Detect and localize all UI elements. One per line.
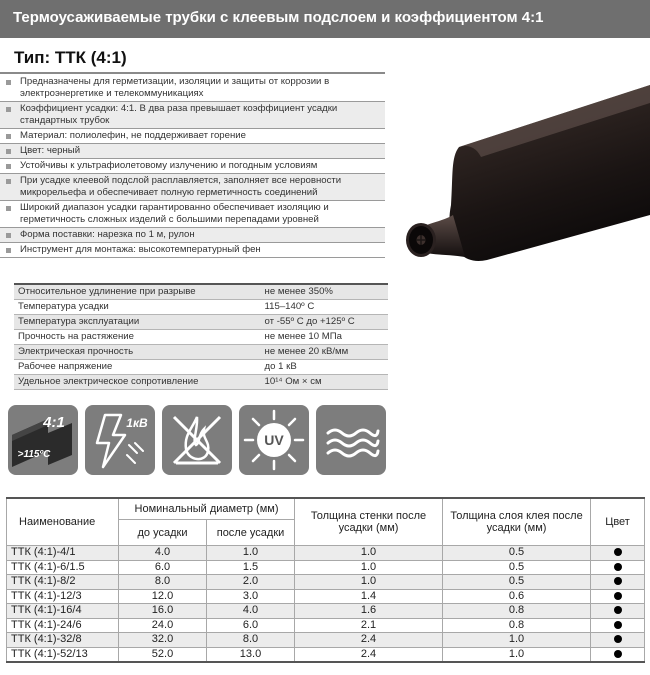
cell-name: ТТК (4:1)-12/3 — [7, 589, 119, 604]
color-dot-icon — [614, 592, 622, 600]
feature-item: Предназначены для герметизации, изоляции и защиты от коррозии в электроэнергетике и телекоммуникациях — [0, 75, 385, 102]
spec-row — [14, 330, 388, 345]
spec-row — [14, 300, 388, 315]
feature-item: Широкий диапазон усадки гарантированно обеспечивает изоляцию и герметичность сложных изделий с большими перепадами уровней — [0, 201, 385, 228]
cell-glue: 0.8 — [443, 618, 591, 633]
spec-label: Прочность на растяжение — [14, 330, 257, 345]
spec-label: Электрическая прочность — [14, 345, 257, 360]
table-row — [7, 604, 645, 619]
spec-value: от -55º С до +125º С — [257, 315, 388, 330]
table-row — [7, 546, 645, 561]
cell-after: 6.0 — [207, 618, 295, 633]
cell-after: 1.0 — [207, 546, 295, 561]
spec-value: до 1 кВ — [257, 360, 388, 375]
cell-color — [591, 560, 645, 575]
water-resistant-icon — [316, 405, 386, 475]
bullet-icon — [6, 179, 11, 184]
color-dot-icon — [614, 548, 622, 556]
cell-name: ТТК (4:1)-24/6 — [7, 618, 119, 633]
color-dot-icon — [614, 577, 622, 585]
feature-item: Материал: полиолефин, не поддерживает горение — [0, 129, 385, 144]
page-title: Термоусаживаемые трубки с клеевым подслоем и коэффициентом 4:1 — [13, 9, 544, 26]
spec-row — [14, 360, 388, 375]
cell-wall: 1.0 — [295, 575, 443, 590]
cell-after: 8.0 — [207, 633, 295, 648]
voltage-icon — [85, 405, 155, 475]
spec-row — [14, 345, 388, 360]
cell-before: 6.0 — [119, 560, 207, 575]
cell-glue: 1.0 — [443, 633, 591, 648]
feature-icons — [8, 405, 388, 475]
cell-glue: 0.8 — [443, 604, 591, 619]
cell-before: 24.0 — [119, 618, 207, 633]
color-dot-icon — [614, 563, 622, 571]
spec-label: Температура усадки — [14, 300, 257, 315]
shrink-ratio-icon — [8, 405, 78, 475]
bullet-icon — [6, 134, 11, 139]
table-row — [7, 575, 645, 590]
feature-item: При усадке клеевой подслой расплавляется, заполняет все неровности микрорельефа и обеспечивает полную герметичность соединений — [0, 174, 385, 201]
spec-value: не менее 350% — [257, 284, 388, 300]
table-header-row — [7, 498, 645, 520]
spec-value: не менее 10 МПа — [257, 330, 388, 345]
spec-label: Относительное удлинение при разрыве — [14, 284, 257, 300]
tube-product-image — [395, 65, 650, 300]
cell-color — [591, 647, 645, 662]
color-dot-icon — [614, 650, 622, 658]
cell-wall: 1.0 — [295, 560, 443, 575]
spec-label: Рабочее напряжение — [14, 360, 257, 375]
voltage-text: 1кВ — [126, 416, 148, 430]
cell-after: 2.0 — [207, 575, 295, 590]
type-title: Тип: ТТК (4:1) — [14, 48, 127, 67]
cell-after: 4.0 — [207, 604, 295, 619]
cell-color — [591, 604, 645, 619]
cell-wall: 1.0 — [295, 546, 443, 561]
cell-color — [591, 575, 645, 590]
spec-row — [14, 284, 388, 300]
cell-name: ТТК (4:1)-4/1 — [7, 546, 119, 561]
table-row — [7, 633, 645, 648]
header-before-shrink: до усадки — [119, 520, 207, 546]
table-row — [7, 618, 645, 633]
cell-wall: 1.4 — [295, 589, 443, 604]
spec-row — [14, 315, 388, 330]
spec-value: не менее 20 кВ/мм — [257, 345, 388, 360]
cell-name: ТТК (4:1)-8/2 — [7, 575, 119, 590]
cell-glue: 0.5 — [443, 575, 591, 590]
cell-color — [591, 633, 645, 648]
spec-value: 10¹⁴ Ом × см — [257, 375, 388, 390]
feature-item: Цвет: черный — [0, 144, 385, 159]
cell-name: ТТК (4:1)-32/8 — [7, 633, 119, 648]
cell-before: 16.0 — [119, 604, 207, 619]
cell-after: 3.0 — [207, 589, 295, 604]
cell-before: 52.0 — [119, 647, 207, 662]
table-row — [7, 589, 645, 604]
features-list — [0, 75, 385, 258]
cell-glue: 0.5 — [443, 546, 591, 561]
cell-wall: 2.1 — [295, 618, 443, 633]
spec-label: Температура эксплуатации — [14, 315, 257, 330]
specs-table — [14, 283, 388, 390]
bullet-icon — [6, 107, 11, 112]
type-divider — [0, 72, 385, 74]
ratio-text: 4:1 — [43, 414, 65, 431]
bullet-icon — [6, 248, 11, 253]
cell-color — [591, 589, 645, 604]
header-color: Цвет — [591, 498, 645, 546]
table-row — [7, 560, 645, 575]
bullet-icon — [6, 80, 11, 85]
cell-before: 32.0 — [119, 633, 207, 648]
uv-resistant-icon — [239, 405, 309, 475]
feature-item: Устойчивы к ультрафиолетовому излучению и погодным условиям — [0, 159, 385, 174]
header-glue-thickness: Толщина слоя клея после усадки (мм) — [443, 498, 591, 546]
cell-before: 12.0 — [119, 589, 207, 604]
cell-after: 13.0 — [207, 647, 295, 662]
cell-color — [591, 546, 645, 561]
product-table — [6, 497, 645, 663]
header-name: Наименование — [7, 498, 119, 546]
cell-name: ТТК (4:1)-6/1.5 — [7, 560, 119, 575]
cell-wall: 1.6 — [295, 604, 443, 619]
feature-item: Инструмент для монтажа: высокотемпературный фен — [0, 243, 385, 258]
spec-label: Удельное электрическое сопротивление — [14, 375, 257, 390]
cell-wall: 2.4 — [295, 633, 443, 648]
bullet-icon — [6, 149, 11, 154]
cell-name: ТТК (4:1)-52/13 — [7, 647, 119, 662]
header-nominal-diameter: Номинальный диаметр (мм) — [119, 498, 295, 520]
color-dot-icon — [614, 635, 622, 643]
cell-name: ТТК (4:1)-16/4 — [7, 604, 119, 619]
bullet-icon — [6, 233, 11, 238]
cell-glue: 0.6 — [443, 589, 591, 604]
cell-after: 1.5 — [207, 560, 295, 575]
feature-item: Коэффициент усадки: 4:1. В два раза превышает коэффициент усадки стандартных трубок — [0, 102, 385, 129]
fire-resistant-icon — [162, 405, 232, 475]
cell-color — [591, 618, 645, 633]
table-row — [7, 647, 645, 662]
header-wall-thickness: Толщина стенки после усадки (мм) — [295, 498, 443, 546]
header-after-shrink: после усадки — [207, 520, 295, 546]
temperature-text: >115ºC — [17, 449, 51, 460]
cell-before: 8.0 — [119, 575, 207, 590]
color-dot-icon — [614, 606, 622, 614]
page-header — [0, 0, 650, 38]
feature-item: Форма поставки: нарезка по 1 м, рулон — [0, 228, 385, 243]
cell-before: 4.0 — [119, 546, 207, 561]
spec-value: 115–140º С — [257, 300, 388, 315]
spec-row — [14, 375, 388, 390]
cell-wall: 2.4 — [295, 647, 443, 662]
cell-glue: 1.0 — [443, 647, 591, 662]
uv-text: UV — [264, 432, 284, 448]
bullet-icon — [6, 164, 11, 169]
color-dot-icon — [614, 621, 622, 629]
bullet-icon — [6, 206, 11, 211]
cell-glue: 0.5 — [443, 560, 591, 575]
